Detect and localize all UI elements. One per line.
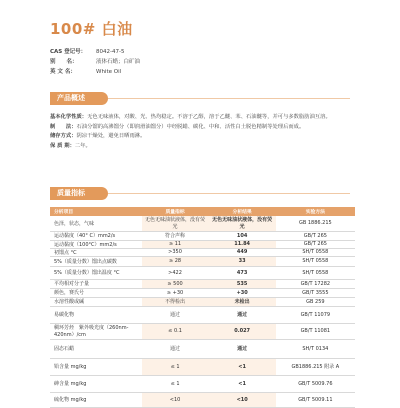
spec-cell: ≥ 28 <box>142 256 209 266</box>
item-cell: 固态石蜡 <box>50 339 142 358</box>
table-row <box>50 323 355 339</box>
divider <box>108 193 350 194</box>
method-cell: GB 1886.215 <box>276 216 355 231</box>
result-cell: 通过 <box>209 306 276 323</box>
method-cell: GB/T 265 <box>276 240 355 248</box>
overview-text: 石油分馏的高沸馏分（即润滑油馏分）中经脱蜡、碳化、中和、活性白土脱色精制等处理后而成。 <box>76 123 305 130</box>
alias-row <box>50 57 140 67</box>
spec-cell: 无色无味油状液体，没有荧光 <box>142 216 209 231</box>
spec-cell: 通过 <box>142 339 209 358</box>
table-row <box>50 279 355 288</box>
english-name-row <box>50 67 140 77</box>
result-cell: 104 <box>209 231 276 240</box>
overview-text: 无色无味液体，对酸、光、热均稳定。不溶于乙醇，溶于乙醚、苯、石油醚等，并可与多数脂肪油互溶。 <box>87 114 331 120</box>
column-header: 分析项目 <box>50 207 142 216</box>
overview-text: 二年。 <box>74 142 91 149</box>
table-row <box>50 297 355 306</box>
item-cell: 水溶性酸或碱 <box>50 297 142 306</box>
column-header: 分析结果 <box>209 207 276 216</box>
item-cell: 铅含量 mg/kg <box>50 358 142 375</box>
table-row <box>50 288 355 297</box>
item-cell: 平均相对分子量 <box>50 279 142 288</box>
overview-section-header <box>50 92 350 105</box>
overview-item <box>50 132 355 142</box>
method-cell: GB/T 11079 <box>276 306 355 323</box>
method-cell: GB 259 <box>276 297 355 306</box>
method-cell: GB/T 11081 <box>276 323 355 339</box>
divider <box>108 98 350 99</box>
result-cell: 通过 <box>209 339 276 358</box>
spec-cell: 不得检出 <box>142 297 209 306</box>
overview-label: 储存方式： <box>50 133 77 140</box>
meta-value: White Oil <box>96 69 122 75</box>
meta-value: 液体石蜡；白矿油 <box>96 59 141 65</box>
table-row <box>50 375 355 392</box>
quality-table <box>50 207 355 408</box>
table-row <box>50 240 355 248</box>
table-row <box>50 358 355 375</box>
table-body <box>50 216 355 407</box>
spec-cell: ≤ 1 <box>142 375 209 392</box>
spec-cell: >422 <box>142 266 209 279</box>
result-cell: 535 <box>209 279 276 288</box>
spec-cell: ≤ 1 <box>142 358 209 375</box>
product-meta <box>50 47 140 77</box>
quality-section-header <box>50 187 350 200</box>
overview-item <box>50 123 355 133</box>
spec-cell: ≥ +30 <box>142 288 209 297</box>
overview-label: 保 质 期： <box>50 142 75 149</box>
result-cell: 未检出 <box>209 297 276 306</box>
item-cell: 运动黏度（40° C）mm2/s <box>50 231 142 240</box>
spec-cell: ≥ 500 <box>142 279 209 288</box>
section-title: 产品概述 <box>50 92 108 105</box>
result-cell: <1 <box>209 375 276 392</box>
method-cell: GB/T 3555 <box>276 288 355 297</box>
method-cell: SH/T 0558 <box>276 266 355 279</box>
meta-key: 英 文 名： <box>50 69 76 75</box>
item-cell: 砷含量 mg/kg <box>50 375 142 392</box>
overview-text: 阴凉干燥处，避免日晒雨淋。 <box>76 133 146 140</box>
table-header-row <box>50 207 355 216</box>
result-cell: 473 <box>209 266 276 279</box>
overview-label: 基本化学性质： <box>50 114 88 120</box>
product-title: 100# 白油 <box>50 20 133 38</box>
table-row <box>50 231 355 240</box>
result-cell: 0.027 <box>209 323 276 339</box>
item-cell: 硫化物 mg/kg <box>50 392 142 407</box>
method-cell: SH/T 0134 <box>276 339 355 358</box>
spec-cell: ≤ 0.1 <box>142 323 209 339</box>
spec-cell: ≥ 11 <box>142 240 209 248</box>
method-cell: GB/T 265 <box>276 231 355 240</box>
result-cell: 33 <box>209 256 276 266</box>
column-header: 实验方法 <box>276 207 355 216</box>
overview-item <box>50 113 355 123</box>
result-cell: <10 <box>209 392 276 407</box>
method-cell: GB/T 17282 <box>276 279 355 288</box>
table-row <box>50 266 355 279</box>
overview-body <box>50 113 355 151</box>
spec-cell: >350 <box>142 248 209 256</box>
item-cell: 易碳化物 <box>50 306 142 323</box>
method-cell: GB1886.215 附录 A <box>276 358 355 375</box>
column-header: 质量指标 <box>142 207 209 216</box>
result-cell: +30 <box>209 288 276 297</box>
cas-row <box>50 47 140 57</box>
overview-label: 制 法： <box>50 123 77 130</box>
section-title: 质量指标 <box>50 187 108 200</box>
item-cell: 稠环芳烃 紫外吸光度（260nm-420nm）/cm <box>50 323 142 339</box>
meta-key: 别 名： <box>50 59 78 65</box>
item-cell: 初馏点 °C <box>50 248 142 256</box>
spec-cell: 通过 <box>142 306 209 323</box>
meta-value: 8042-47-5 <box>96 49 125 55</box>
result-cell: 11.84 <box>209 240 276 248</box>
table-row <box>50 339 355 358</box>
method-cell: SH/T 0558 <box>276 248 355 256</box>
table-row <box>50 256 355 266</box>
table-row <box>50 306 355 323</box>
meta-key: CAS 登记号： <box>50 49 87 55</box>
result-cell: 449 <box>209 248 276 256</box>
item-cell: 运动黏度（100°C）mm2/s <box>50 240 142 248</box>
table-row <box>50 216 355 231</box>
item-cell: 颜色，赛氏号 <box>50 288 142 297</box>
item-cell: 5%（质量分数）馏出点碳数 <box>50 256 142 266</box>
item-cell: 5%（质量分数）馏出温度 °C <box>50 266 142 279</box>
item-cell: 色泽，状态，气味 <box>50 216 142 231</box>
method-cell: GB/T 5009.76 <box>276 375 355 392</box>
method-cell: SH/T 0558 <box>276 256 355 266</box>
overview-item <box>50 142 355 152</box>
result-cell: <1 <box>209 358 276 375</box>
result-cell: 无色无味油状液体，没有荧光 <box>209 216 276 231</box>
method-cell: GB/T 5009.11 <box>276 392 355 407</box>
spec-cell: 符合声称 <box>142 231 209 240</box>
spec-cell: <10 <box>142 392 209 407</box>
table-row <box>50 248 355 256</box>
